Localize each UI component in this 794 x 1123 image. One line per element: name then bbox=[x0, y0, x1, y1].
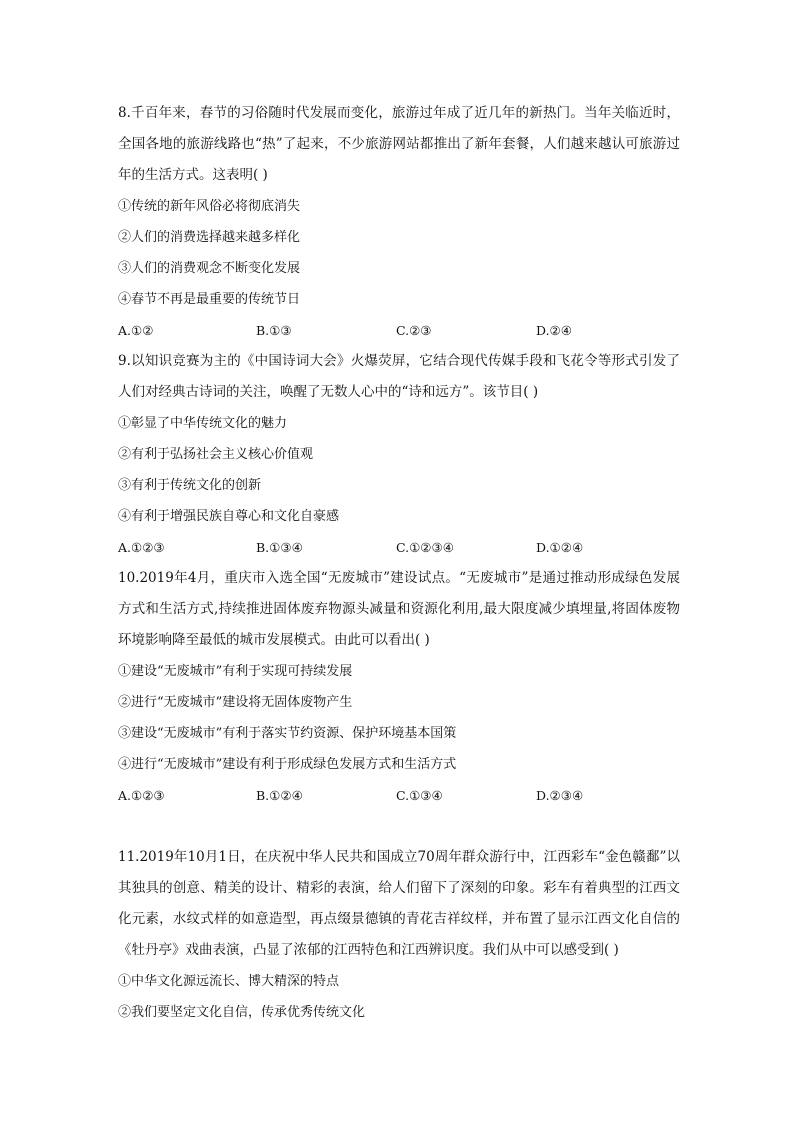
answer-choices bbox=[118, 315, 680, 346]
question-8 bbox=[118, 98, 680, 346]
option-4: ④春节不再是最重要的传统节日 bbox=[118, 292, 301, 307]
option-3: ③建设“无废城市”有利于落实节约资源、保护环境基本国策 bbox=[118, 726, 457, 741]
question-stem: 11.2019年10月1日，在庆祝中华人民共和国成立70周年群众游行中，江西彩车“金色赣鄱”以其独具的创意、精美的设计、精彩的表演，给人们留下了深刻的印象。彩车有着典型的江西文化元素，水纹式样的如意造型，再点缀景德镇的青花吉祥纹样，并布置了显示江西文化自信的《牡丹亭》戏曲表演，凸显了浓郁的江西特色和江西辨识度。我们从中可以感受到( ) bbox=[118, 849, 680, 958]
choice-a: A.①② bbox=[118, 323, 154, 338]
option-1: ①传统的新年风俗必将彻底消失 bbox=[118, 199, 301, 214]
option-2: ②我们要坚定文化自信，传承优秀传统文化 bbox=[118, 1005, 366, 1020]
question-stem: 8.千百年来，春节的习俗随时代发展而变化，旅游过年成了近几年的新热门。当年关临近时，全国各地的旅游线路也“热”了起来，不少旅游网站都推出了新年套餐，人们越来越认可旅游过年的生活方式。这表明( ) bbox=[118, 105, 680, 183]
choice-a: A.①②③ bbox=[118, 788, 165, 803]
choice-c: C.②③ bbox=[396, 323, 432, 338]
option-2: ②进行“无废城市”建设将无固体废物产生 bbox=[118, 695, 353, 710]
choice-d: D.②④ bbox=[536, 323, 572, 338]
choice-b: B.①②④ bbox=[256, 788, 303, 803]
choice-a: A.①②③ bbox=[118, 540, 165, 555]
choice-b: B.①③ bbox=[256, 323, 292, 338]
option-3: ③人们的消费观念不断变化发展 bbox=[118, 261, 301, 276]
option-2: ②人们的消费选择越来越多样化 bbox=[118, 230, 301, 245]
option-2: ②有利于弘扬社会主义核心价值观 bbox=[118, 447, 314, 462]
option-1: ①中华文化源远流长、博大精深的特点 bbox=[118, 974, 340, 989]
option-1: ①建设“无废城市”有利于实现可持续发展 bbox=[118, 664, 353, 679]
choice-c: C.①③④ bbox=[396, 788, 443, 803]
option-4: ④进行“无废城市”建设有利于形成绿色发展方式和生活方式 bbox=[118, 757, 457, 772]
choice-b: B.①③④ bbox=[256, 540, 303, 555]
choice-d: D.②③④ bbox=[536, 788, 584, 803]
choice-c: C.①②③④ bbox=[396, 540, 454, 555]
question-10 bbox=[118, 563, 680, 811]
question-9 bbox=[118, 346, 680, 563]
answer-choices bbox=[118, 780, 680, 811]
question-stem: 9.以知识竞赛为主的《中国诗词大会》火爆荧屏，它结合现代传媒手段和飞花令等形式引发了人们对经典古诗词的关注，唤醒了无数人心中的“诗和远方”。该节目( ) bbox=[118, 353, 680, 400]
question-11 bbox=[118, 842, 680, 1028]
answer-choices bbox=[118, 532, 680, 563]
choice-d: D.①②④ bbox=[536, 540, 584, 555]
option-4: ④有利于增强民族自尊心和文化自豪感 bbox=[118, 509, 340, 524]
option-1: ①彰显了中华传统文化的魅力 bbox=[118, 416, 288, 431]
question-stem: 10.2019年4月，重庆市入选全国“无废城市”建设试点。“无废城市”是通过推动形成绿色发展方式和生活方式,持续推进固体废弃物源头减量和资源化利用,最大限度减少填埋量,将固体废物环境影响降至最低的城市发展模式。由此可以看出( ) bbox=[118, 570, 680, 648]
option-3: ③有利于传统文化的创新 bbox=[118, 478, 262, 493]
